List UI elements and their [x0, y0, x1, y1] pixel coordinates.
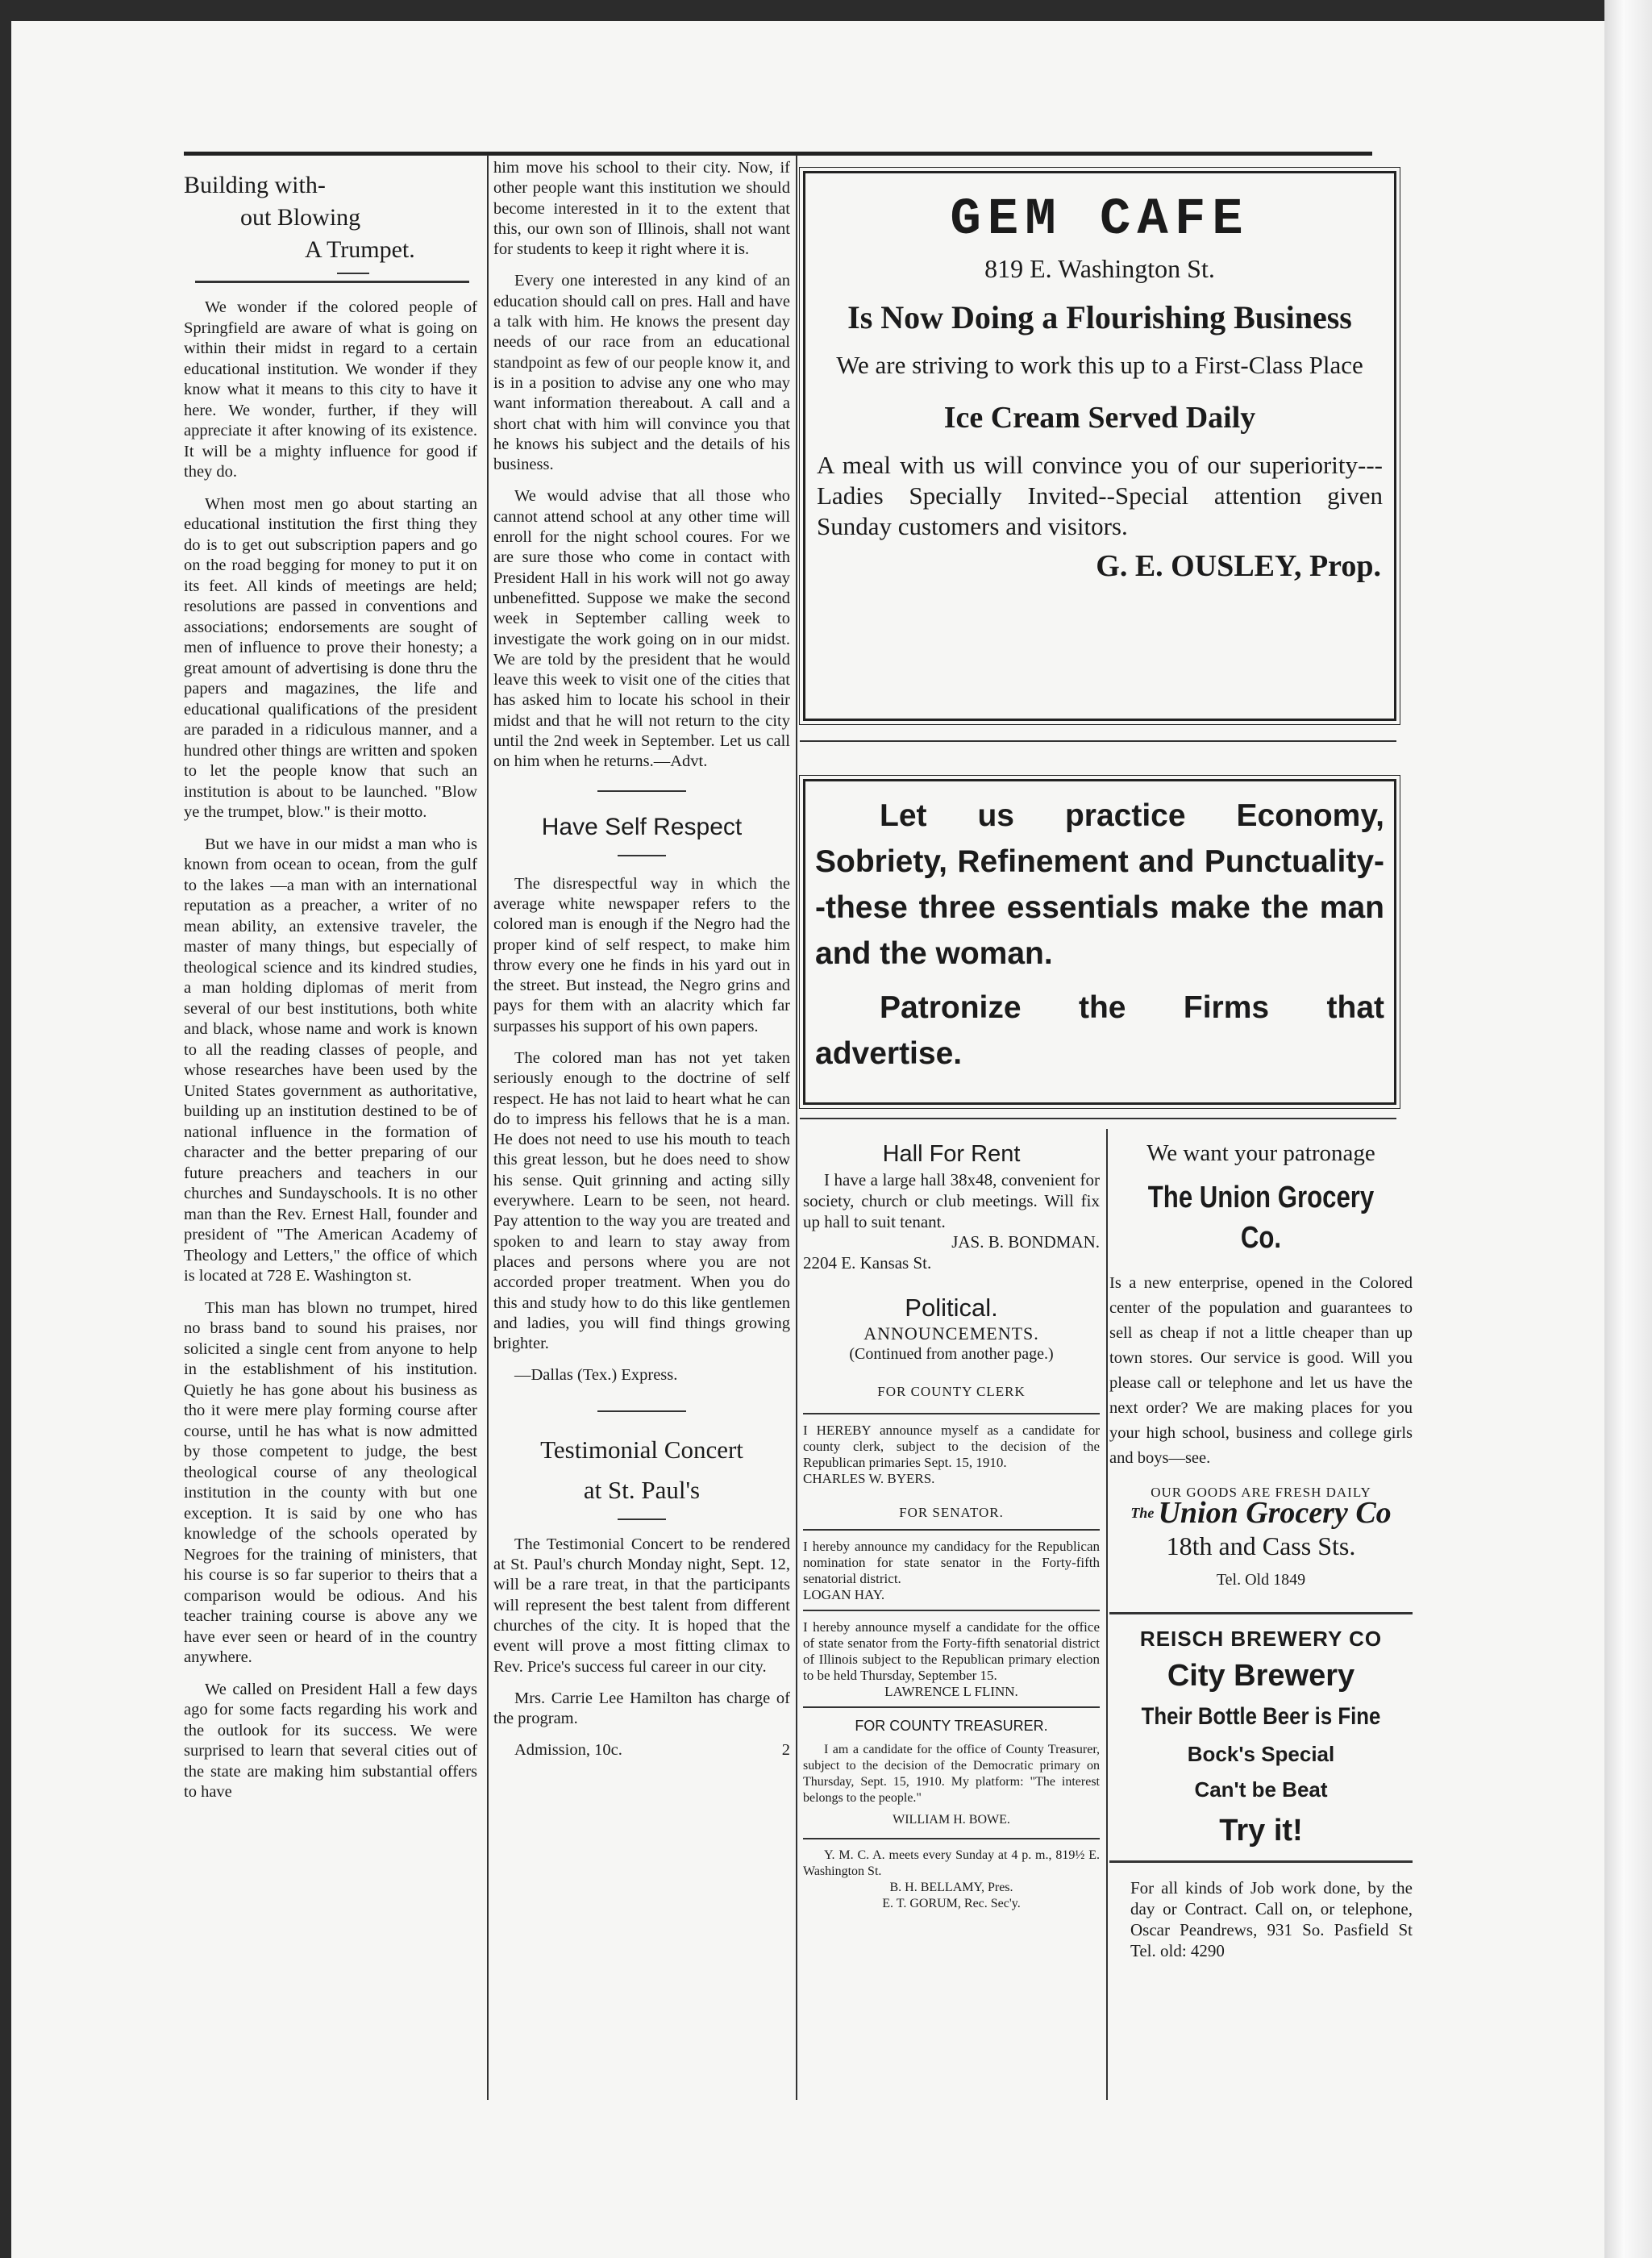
short-rule — [618, 855, 666, 856]
top-rule — [184, 152, 1372, 156]
city-brewery-heading: City Brewery — [1167, 1659, 1355, 1693]
job-work-ad: For all kinds of Job work done, by the day or Contract. Call on, or telephone, Oscar Peandrews, 931 So. Pasfield St Tel. old: 4290 — [1130, 1878, 1413, 1960]
fresh-daily-line: OUR GOODS ARE FRESH DAILY — [1151, 1485, 1371, 1500]
gem-cafe-body: A meal with us will convince you of our superiority---Ladies Specially Invited--Special attention given Sunday customers and visitors. — [817, 451, 1383, 540]
separator-rule — [597, 1410, 686, 1412]
hall-for-rent-body: I have a large hall 38x48, convenient for society, church or club meetings. Will fix up hall to suit tenant. — [803, 1170, 1100, 1231]
bocks-special-line: Bock's Special — [1187, 1742, 1335, 1766]
ymca-secretary: E. T. GORUM, Rec. Sec'y. — [882, 1897, 1021, 1910]
column-4 — [1109, 1139, 1413, 1961]
treasurer-signature: WILLIAM H. BOWE. — [893, 1812, 1010, 1827]
article-paragraph: Mrs. Carrie Lee Hamilton has charge of the program. — [493, 1689, 790, 1728]
continued-note: (Continued from another page.) — [849, 1344, 1054, 1363]
article-paragraph: When most men go about starting an educational institution the first thing they do is to get out subscription papers and go on the road begging for money to put it on its feet. All kinds of meetings are held; resolutions are passed in conventions and associations; endorsements are sought of men of influence to prove their honesty; a great amount of advertising is done thru the papers and magazines, the life and educational qualifications of the president are paraded in a ridiculous manner, and a hundred other things are written and spoken to let the people know that such an institution is about to be launched. "Blow ye the trumpet, blow." is their motto. — [184, 494, 477, 821]
separator-rule — [803, 1413, 1100, 1414]
article-paragraph: We would advise that all those who cannot attend school at any other time will enroll for the night school coures. For we are sure those who come in contact with President Hall in his work will not go away unbenefitted. Suppose we make the second week in September calling week to investigate the work going on in our midst. We are told by the president that he would leave this week to visit one of the cities that has asked him to locate his school in their midst and that he will not return to the city until the 2nd week in September. Let us call on him when he returns.—Advt. — [493, 487, 790, 771]
article-heading-concert-2: at St. Paul's — [583, 1475, 701, 1504]
union-grocery-script-line — [1109, 1495, 1413, 1530]
senator-signature-1: LOGAN HAY. — [803, 1587, 885, 1602]
article-paragraph: We called on President Hall a few days ago for some facts regarding his work and the outlook for its success. We were surprised to learn that several cities out of the state are making him substantial offers to have — [184, 1680, 477, 1801]
senator-signature-2: LAWRENCE L FLINN. — [884, 1684, 1018, 1699]
article-paragraph: We wonder if the colored people of Springfield are aware of what is going on within their midst in regard to a certain educational institution. We wonder if they know what it means to this city to have it here. We wonder, further, if they will appreciate it after knowing of its existence. It will be a mighty influence for good if they do. — [184, 298, 477, 481]
section-rule — [1109, 1860, 1413, 1863]
bottle-beer-line: Their Bottle Beer is Fine — [1141, 1703, 1381, 1730]
treasurer-announcement: I am a candidate for the office of County Treasurer, subject to the decision of the Democratic primary on Thursday, Sept. 15, 1910. My platform: "The interest belongs to the people." — [803, 1742, 1100, 1805]
gem-cafe-proprietor: G. E. OUSLEY, Prop. — [1096, 549, 1381, 583]
patronage-heading: We want your patronage — [1146, 1140, 1375, 1166]
article-paragraph: This man has blown no trumpet, hired no brass band to sound his praises, nor solicited a single cent from anyone to help in the establishment of his institution. Quietly he has gone about his business as tho it were mere play forming course after course, until he has what is now admitted by those competent to judge, the best theological course of any theological institution in the county with but one exception. It is said by one who has knowledge of the schools operated by Negroes for the training of ministers, that his course is so far superior to theirs that a comparison would be odious. And his teacher training course is above any we have ever seen or heard of in the country anywhere. — [184, 1298, 477, 1666]
reisch-brewery-name: REISCH BREWERY CO — [1139, 1626, 1383, 1651]
separator-rule — [803, 1706, 1100, 1708]
announcements-heading: ANNOUNCEMENTS. — [863, 1323, 1039, 1344]
article-paragraph: The colored man has not yet taken seriously enough to the doctrine of self respect. He has not laid to heart what he can do to impress his fellows that he is a man. He does not need to use his mouth to teach this great lesson, but he does need to show his sense. Quit grinning and acting silly everywhere. Learn to be seen, not heard. Pay attention to the way you are treated and spoken to and learn to stay away from places and persons where you are not accorded proper treatment. When you do this and study how to do this like gentlemen and ladies, you will find things growing brighter. — [493, 1048, 790, 1353]
article-paragraph: The Testimonial Concert to be rendered at St. Paul's church Monday night, Sept. 12, will be a rare treat, in that the participants will represent the best talent from different churches of the city. It is hoped that the event will prove a most fitting climax to Rev. Price's success ful career in our city. — [493, 1535, 790, 1676]
hall-for-rent-signature: JAS. B. BONDMAN. — [951, 1232, 1100, 1252]
gem-cafe-headline: Is Now Doing a Flourishing Business — [847, 299, 1352, 335]
heading-line-3: A Trumpet. — [305, 236, 415, 263]
article-paragraph: Every one interested in any kind of an education should call on pres. Hall and have a talk with him. He knows the present day needs of our race from an educational standpoint as few of our people know it, and is in a position to advise any one who may want information thereabout. A call and a short chat with him will convince you that he knows his subject and the details of his business. — [493, 272, 790, 474]
clerk-signature: CHARLES W. BYERS. — [803, 1471, 935, 1486]
senator-announcement-2: I hereby announce myself a candidate for the office of state senator from the Forty-fifth senatorial district of Illinois subject to the Republican primary election to be held Thursday, September 15. — [803, 1619, 1100, 1683]
union-grocery-location: 18th and Cass Sts. — [1166, 1531, 1356, 1560]
union-grocery-body: Is a new enterprise, opened in the Colored center of the population and guarantees to sell as cheap if not a little cheaper than up town stores. Our service is good. Will you please call or telephone and let us have the next order? We are making places for you your high school, business and college girls and boys—see. — [1109, 1274, 1413, 1467]
heading-line-1: Building with- — [184, 172, 326, 198]
hall-for-rent-address: 2204 E. Kansas St. — [803, 1252, 932, 1273]
union-grocery-script: Union Grocery Co — [1158, 1495, 1392, 1530]
article-source: —Dallas (Tex.) Express. — [514, 1366, 678, 1385]
column-1 — [184, 169, 477, 1814]
section-rule — [1109, 1612, 1413, 1614]
senator-heading: FOR SENATOR. — [899, 1505, 1004, 1520]
article-paragraph: But we have in our midst a man who is known from ocean to ocean, from the gulf to the lakes —a man with an international reputation as a preacher, a writer of no mean ability, an extensive traveler, the master of many things, but especially of theological science and its kindred studies, a man holding diplomas of merit from several of our best institutions, both white and black, whose name and work is known to all the reading classes of people, and whose researches have been used by the United States government as authoritative, building up an institution destined to be of national influence in the formation of character and the better preparing of our future preachers and teachers in our churches and Sundayschools. It is no other man than the Rev. Ernest Hall, founder and president of "The American Academy of Theology and Letters," the office of which is located at 728 E. Washington st. — [184, 835, 477, 1285]
column-rule-3 — [1106, 1129, 1108, 2100]
admission-line — [493, 1740, 790, 1760]
gem-cafe-striving: We are striving to work this up to a First-Class Place — [836, 351, 1363, 379]
ymca-president: B. H. BELLAMY, Pres. — [889, 1881, 1013, 1894]
try-it-line: Try it! — [1219, 1814, 1303, 1848]
union-grocery-telephone: Tel. Old 1849 — [1216, 1571, 1306, 1589]
short-rule — [618, 1519, 666, 1520]
column-2 — [493, 158, 790, 1761]
section-rule — [800, 740, 1396, 742]
short-rule — [337, 273, 369, 274]
admission-text: Admission, 10c. — [514, 1741, 622, 1760]
senator-announcement-1: I hereby announce my candidacy for the Republican nomination for state senator in the Forty-fifth senatorial district. — [803, 1539, 1100, 1586]
county-clerk-heading: FOR COUNTY CLERK — [877, 1384, 1026, 1399]
ymca-notice: Y. M. C. A. meets every Sunday at 4 p. m., 819½ E. Washington St. — [803, 1848, 1100, 1878]
heading-rule — [195, 281, 469, 283]
page-edge — [1604, 0, 1652, 2258]
article-heading-self-respect: Have Self Respect — [541, 813, 743, 840]
article-paragraph: The disrespectful way in which the average white newspaper refers to the colored man is enough if the Negro had the proper kind of self respect, to make him throw every one he finds in his yard out in the street. But instead, the Negro grins and pays for them with an alacrity which far surpasses his support of his own papers. — [493, 874, 790, 1035]
economy-notice — [803, 779, 1396, 1105]
economy-text-1: Let us practice Economy, Sobriety, Refinement and Punctuality--these three essentials make the man and the woman. — [815, 798, 1384, 971]
separator-rule — [597, 790, 686, 792]
clerk-announcement: I HEREBY announce myself as a candidate for county clerk, subject to the decision of the Republican primaries Sept. 15, 1910. — [803, 1423, 1100, 1470]
separator-rule — [803, 1529, 1100, 1531]
the-label: The — [1130, 1504, 1155, 1521]
hall-for-rent-title: Hall For Rent — [882, 1141, 1021, 1167]
economy-text-2: Patronize the Firms that advertise. — [815, 990, 1384, 1071]
political-heading: Political. — [905, 1294, 998, 1322]
column-3 — [803, 1139, 1100, 1912]
gem-cafe-ad — [803, 171, 1396, 721]
column-rule-2 — [796, 155, 797, 2100]
treasurer-heading: FOR COUNTY TREASURER. — [855, 1718, 1048, 1734]
separator-rule — [803, 1838, 1100, 1839]
gem-cafe-title: GEM CAFE — [950, 191, 1250, 249]
page-number: 2 — [781, 1741, 790, 1760]
section-rule — [800, 1118, 1396, 1119]
article-paragraph: him move his school to their city. Now, if other people want this institution we should become interested in it to the extent that this, our own son of Illinois, shall not want for students to keep it right where it is. — [493, 159, 790, 259]
column-rule-1 — [487, 155, 489, 2100]
article-heading-concert-1: Testimonial Concert — [540, 1435, 743, 1464]
gem-cafe-address: 819 E. Washington St. — [984, 254, 1215, 283]
cant-be-beat-line: Can't be Beat — [1194, 1777, 1328, 1802]
article-heading-trumpet — [184, 169, 477, 283]
gem-cafe-ice-cream: Ice Cream Served Daily — [943, 401, 1256, 435]
union-grocery-name: The Union Grocery Co. — [1147, 1181, 1375, 1255]
separator-rule — [803, 1610, 1100, 1611]
heading-line-2: out Blowing — [240, 204, 361, 231]
